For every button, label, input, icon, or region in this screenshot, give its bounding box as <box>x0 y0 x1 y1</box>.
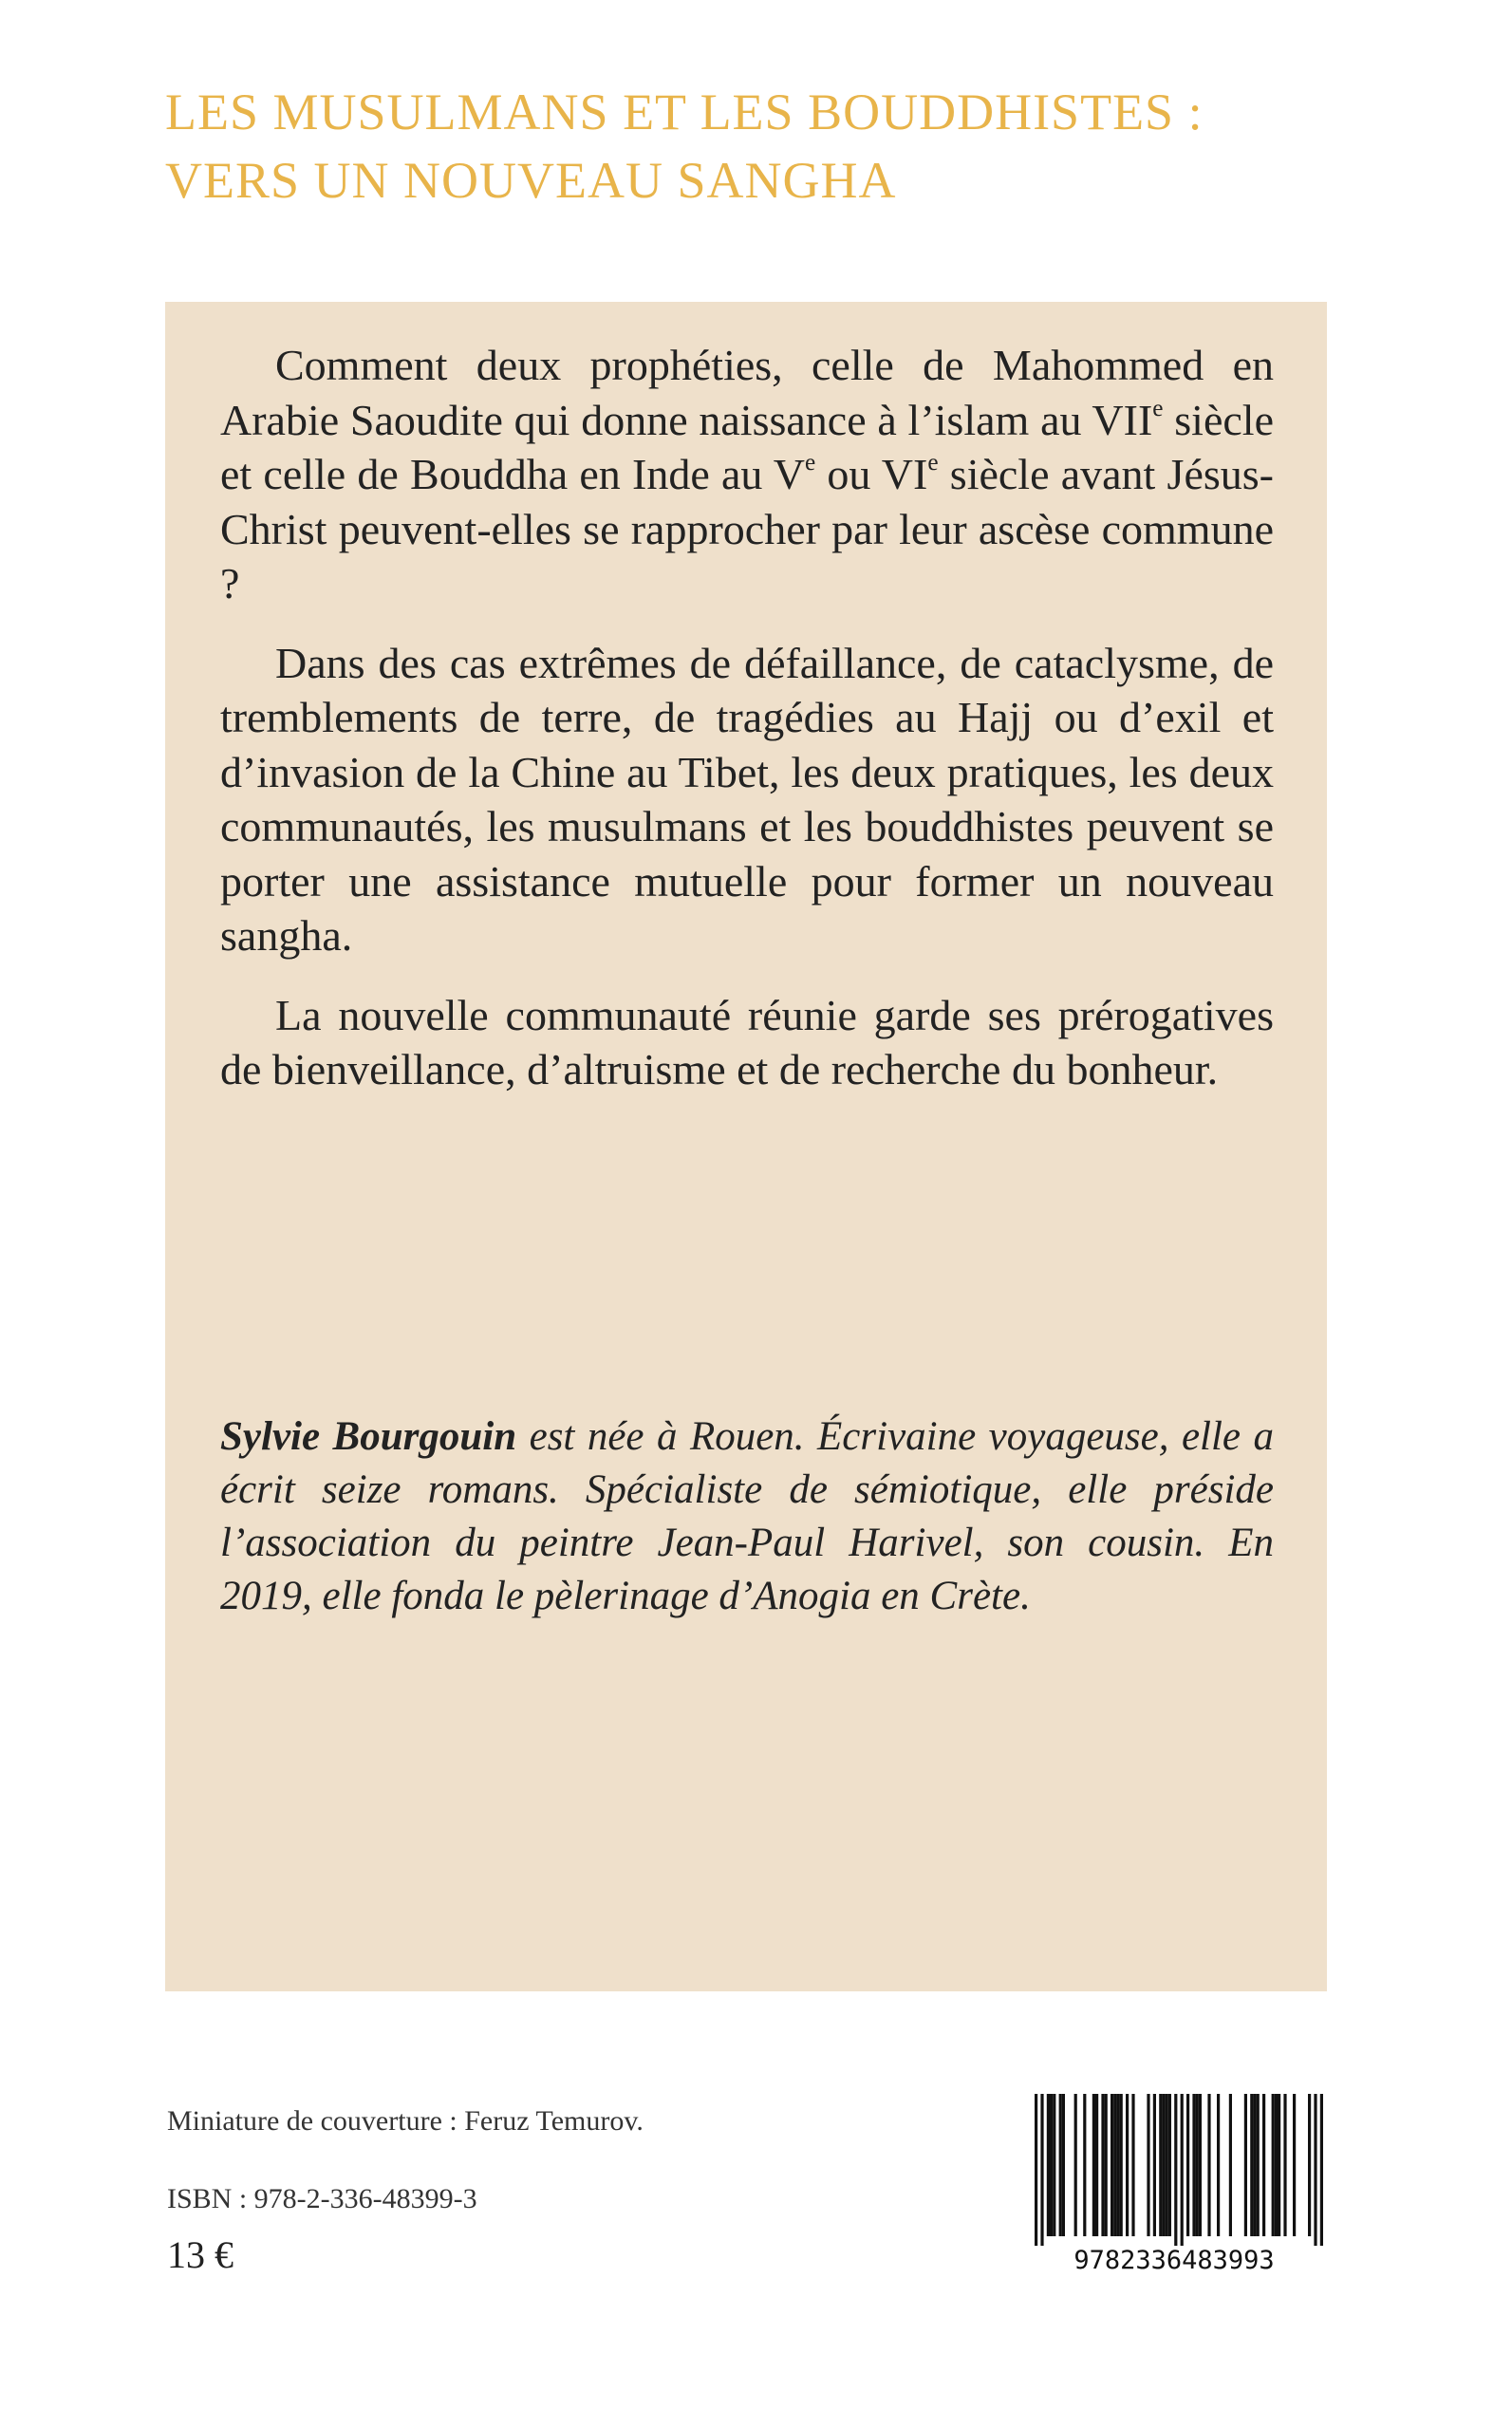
barcode-bar <box>1083 2094 1086 2236</box>
isbn: ISBN : 978-2-336-48399-3 <box>167 2183 477 2214</box>
barcode-bar <box>1062 2094 1065 2236</box>
barcode-digits: 9782336483993 <box>1073 2246 1275 2272</box>
barcode-bar <box>1053 2094 1055 2236</box>
barcode-bar <box>1217 2094 1220 2236</box>
barcode-bar <box>1105 2094 1108 2236</box>
superscript: e <box>804 448 816 476</box>
barcode-bar <box>1168 2094 1171 2236</box>
barcode-bar <box>1159 2094 1162 2236</box>
barcode-bar <box>1250 2094 1253 2236</box>
barcode-bar <box>1111 2094 1113 2236</box>
barcode-bar <box>1174 2094 1177 2246</box>
barcode-bar <box>1153 2094 1156 2236</box>
barcode-bar <box>1162 2094 1165 2236</box>
barcode-bar <box>1047 2094 1050 2236</box>
title-line-1: LES MUSULMANS ET LES BOUDDHISTES : <box>165 84 1204 140</box>
author-bio <box>220 1410 1274 1623</box>
barcode-bar <box>1101 2094 1104 2236</box>
barcode-bar <box>1166 2094 1168 2236</box>
barcode-bar <box>1257 2094 1260 2236</box>
barcode-bar <box>1074 2094 1077 2236</box>
barcode-bar <box>1147 2094 1149 2236</box>
barcode-bar <box>1283 2094 1286 2236</box>
barcode-bar <box>1131 2094 1134 2236</box>
barcode-bar <box>1192 2094 1195 2236</box>
barcode-bar <box>1186 2094 1189 2236</box>
barcode-bar <box>1293 2094 1296 2236</box>
cover-credit: Miniature de couverture : Feruz Temurov. <box>167 2105 644 2137</box>
barcode-bar <box>1207 2094 1210 2236</box>
barcode-bar <box>1181 2094 1184 2246</box>
author-name: Sylvie Bourgouin <box>220 1414 517 1459</box>
summary-paragraph-3: La nouvelle communauté réunie garde ses prérogatives de bienveillance, d’altruisme et de recherche du bonheur. <box>220 990 1274 1093</box>
barcode <box>1017 2092 1331 2272</box>
barcode-bar <box>1035 2094 1037 2246</box>
barcode-bar <box>1116 2094 1119 2236</box>
barcode-bar <box>1092 2094 1095 2236</box>
summary-p1-part3: ou VI <box>815 450 928 498</box>
book-title <box>165 78 1352 215</box>
barcode-bar <box>1262 2094 1265 2236</box>
barcode-bar <box>1278 2094 1280 2236</box>
barcode-bar <box>1229 2094 1232 2236</box>
barcode-bar <box>1040 2094 1043 2246</box>
barcode-bar <box>1253 2094 1256 2236</box>
summary-p1-part4: siècle avant Jésus-Christ peuvent-elles se rapprocher par leur ascèse commune ? <box>220 450 1274 607</box>
barcode-bar <box>1095 2094 1098 2236</box>
barcode-bar <box>1126 2094 1129 2236</box>
barcode-bar <box>1059 2094 1062 2236</box>
summary-paragraph-2: Dans des cas extrêmes de défaillance, de cataclysme, de tremblements de terre, de tragédies au Hajj ou d’exil et d’invasion de la Chine au Tibet, les deux pratiques, les deux communautés, les musulmans et les bouddhistes peuvent se porter une assistance mutuelle pour former un nouveau sangha. <box>220 638 1274 960</box>
author-bio-text: est née à Rouen. Écrivaine voyageuse, elle a écrit seize romans. Spécialiste de sémiotique, elle préside l’association du peintre Jean-Paul Harivel, son cousin. En 2019, elle fonda le pèlerinage d’Anogia en Crète. <box>220 1414 1274 1618</box>
back-cover-panel <box>165 302 1327 1991</box>
summary-p1-part1: Comment deux prophéties, celle de Mahommed en Arabie Saoudite qui donne naissance à l’islam au VII <box>220 341 1274 444</box>
barcode-bar <box>1272 2094 1275 2236</box>
price: 13 € <box>167 2233 233 2276</box>
barcode-bar <box>1113 2094 1116 2236</box>
summary-paragraph-1 <box>220 338 1274 611</box>
barcode-bar <box>1196 2094 1199 2236</box>
summary-p1-part2: siècle et celle de Bouddha en Inde au V <box>220 395 1274 498</box>
barcode-bar <box>1314 2094 1316 2246</box>
barcode-bar <box>1120 2094 1123 2236</box>
barcode-bar <box>1199 2094 1202 2236</box>
barcode-bar <box>1050 2094 1053 2236</box>
barcode-bar <box>1275 2094 1278 2236</box>
barcode-bar <box>1244 2094 1247 2236</box>
title-line-2: VERS UN NOUVEAU SANGHA <box>165 152 897 209</box>
superscript: e <box>1152 394 1164 421</box>
barcode-bar <box>1308 2094 1311 2236</box>
summary-text <box>220 338 1274 1122</box>
superscript: e <box>927 448 939 476</box>
barcode-bar <box>1320 2094 1323 2246</box>
